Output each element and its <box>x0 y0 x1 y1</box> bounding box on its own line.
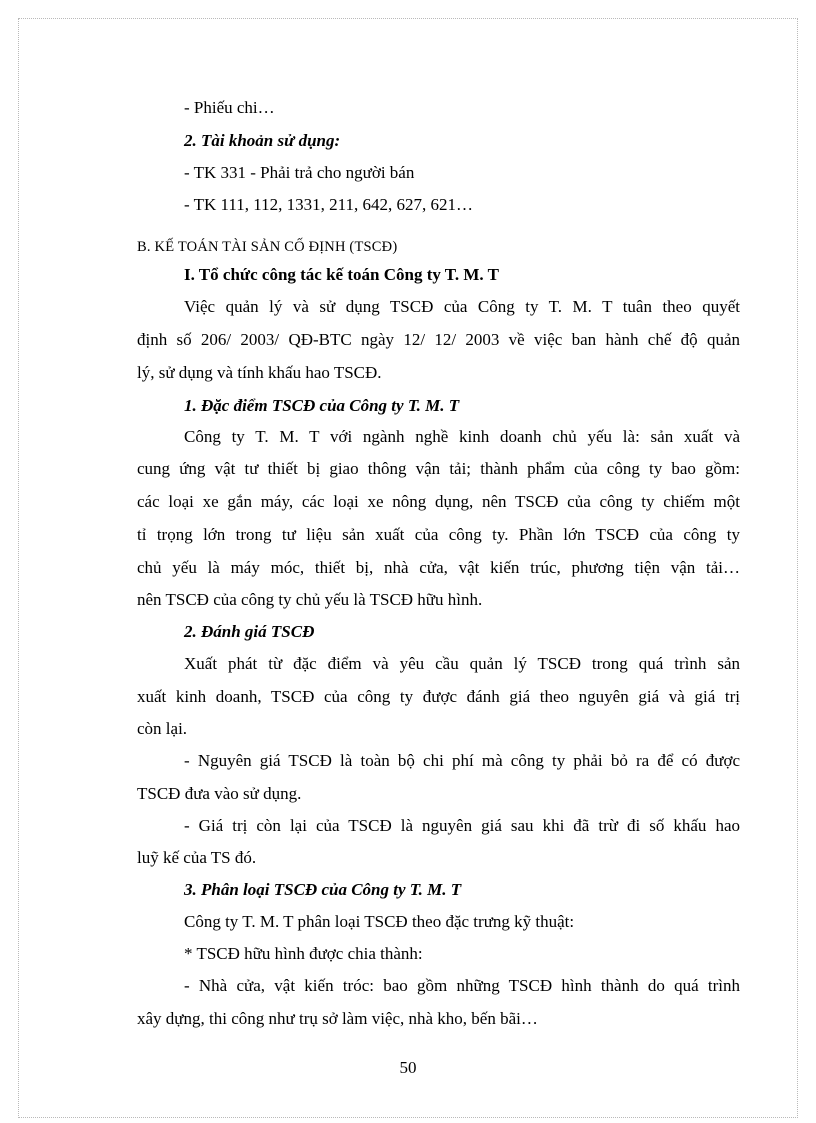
paragraph-line: - Nhà cửa, vật kiến tróc: bao gồm những TSCĐ hình thành do quá trình <box>184 976 740 995</box>
paragraph-line: xuất kinh doanh, TSCĐ của công ty được đánh giá theo nguyên giá và giá trị <box>137 687 740 706</box>
text-line: - Phiếu chi… <box>184 98 275 117</box>
paragraph-line: * TSCĐ hữu hình được chia thành: <box>184 944 423 963</box>
text-line: - TK 111, 112, 1331, 211, 642, 627, 621… <box>184 195 473 214</box>
heading: I. Tổ chức công tác kế toán Công ty T. M. T <box>184 265 499 284</box>
paragraph-line: lý, sử dụng và tính khấu hao TSCĐ. <box>137 363 382 382</box>
subheading: 1. Đặc điểm TSCĐ của Công ty T. M. T <box>184 396 460 415</box>
text-line: - TK 331 - Phải trả cho người bán <box>184 163 415 182</box>
paragraph-line: luỹ kế của TS đó. <box>137 848 257 867</box>
paragraph-line: - Nguyên giá TSCĐ là toàn bộ chi phí mà công ty phải bỏ ra để có được <box>184 751 740 770</box>
paragraph-line: xây dựng, thi công như trụ sở làm việc, nhà kho, bến bãi… <box>137 1009 538 1028</box>
paragraph-line: Xuất phát từ đặc điểm và yêu cầu quản lý TSCĐ trong quá trình sản <box>184 654 740 673</box>
paragraph-line: TSCĐ đưa vào sử dụng. <box>137 784 302 803</box>
subheading: 2. Đánh giá TSCĐ <box>184 622 315 641</box>
paragraph-line: tỉ trọng lớn trong tư liệu sản xuất của công ty. Phần lớn TSCĐ của công ty <box>137 525 740 544</box>
page-number: 50 <box>399 1058 417 1077</box>
paragraph-line: còn lại. <box>137 719 188 738</box>
paragraph-line: định số 206/ 2003/ QĐ-BTC ngày 12/ 12/ 2003 về việc ban hành chế độ quản <box>137 330 740 349</box>
paragraph-line: - Giá trị còn lại của TSCĐ là nguyên giá sau khi đã trừ đi số khấu hao <box>184 816 740 835</box>
paragraph-line: Công ty T. M. T phân loại TSCĐ theo đặc trưng kỹ thuật: <box>184 912 575 931</box>
paragraph-line: các loại xe gắn máy, các loại xe nông dụng, nên TSCĐ của công ty chiếm một <box>137 492 740 511</box>
section-heading: B. KẾ TOÁN TÀI SẢN CỐ ĐỊNH (TSCĐ) <box>137 239 398 255</box>
paragraph-line: Việc quản lý và sử dụng TSCĐ của Công ty T. M. T tuân theo quyết <box>184 297 740 316</box>
paragraph-line: chủ yếu là máy móc, thiết bị, nhà cửa, vật kiến trúc, phương tiện vận tải… <box>137 558 740 577</box>
subheading: 2. Tài khoản sử dụng: <box>184 131 341 150</box>
paragraph-line: nên TSCĐ của công ty chủ yếu là TSCĐ hữu hình. <box>137 590 483 609</box>
subheading: 3. Phân loại TSCĐ của Công ty T. M. T <box>184 880 462 899</box>
page-bottom-rule <box>18 1117 798 1118</box>
paragraph-line: cung ứng vật tư thiết bị giao thông vận tải; thành phẩm của công ty bao gồm: <box>137 459 740 478</box>
paragraph-line: Công ty T. M. T với ngành nghề kinh doanh chủ yếu là: sản xuất và <box>184 427 740 446</box>
